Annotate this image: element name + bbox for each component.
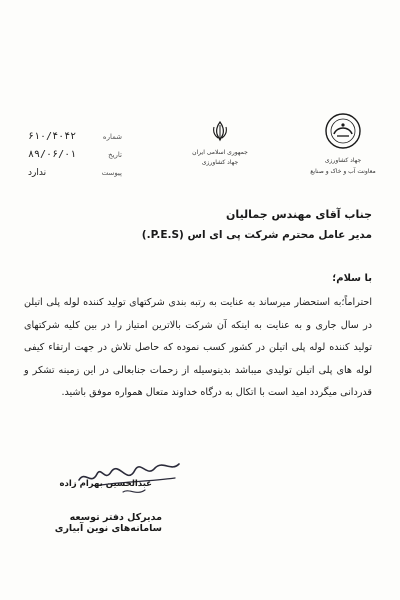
letter-attachment: ندارد (28, 168, 47, 178)
letter-date: ۸۹/۰۶/۰۱ (28, 149, 77, 160)
jihad-logo-block (308, 112, 378, 176)
signer-name: عبدالحسین بهرام زاده (59, 479, 152, 489)
greeting: با سلام؛ (332, 273, 372, 284)
emblem-line-1: جمهوری اسلامی ایران (192, 149, 248, 156)
iran-emblem-icon (211, 120, 229, 142)
letter-number: ۶۱۰/۴۰۴۲ (28, 131, 77, 142)
signer-title: مدیرکل دفتر توسعه سامانه‌های نوین آبیاری (54, 512, 162, 534)
letter-body (24, 292, 372, 405)
label-number: شماره (102, 133, 122, 141)
label-attachment: پیوست (101, 169, 122, 177)
logo-text: جهاد کشاورزی (324, 157, 362, 164)
national-emblem (185, 120, 255, 168)
handwritten-signature (75, 452, 185, 502)
emblem-line-2: جهاد کشاورزی (201, 159, 239, 166)
addressee-block (32, 205, 372, 245)
addressee-name: جناب آقای مهندس جمالیان (226, 208, 372, 221)
logo-subtitle: معاونت آب و خاک و صنایع (310, 168, 376, 175)
letter-meta-labels (100, 128, 122, 182)
label-date: تاریخ (108, 151, 122, 159)
jihad-logo-icon (324, 112, 362, 150)
letter-meta-values (28, 128, 98, 182)
addressee-title: مدیر عامل محترم شرکت پی ای اس (P.E.S.) (141, 229, 372, 241)
body-paragraph: احتراماً؛به استحضار میرساند به عنایت به رتبه بندی شرکتهای تولید کننده لوله پلی اتیلن در سال جاری و به عنایت به اینکه آن شرکت بالاترین امتیاز را در بین کلیه شرکتهای تولید کننده لوله پلی اتیلن در کشور کسب نموده که حاصل تلاش در جهت ارتقاء کیفی لوله های پلی اتیلن تولیدی میباشد بدینوسیله از زحمات جنابعالی در این زمینه تشکر و قدردانی میگردد امید است با اتکال به درگاه خداوند متعال همواره موفق باشید. (24, 297, 372, 398)
